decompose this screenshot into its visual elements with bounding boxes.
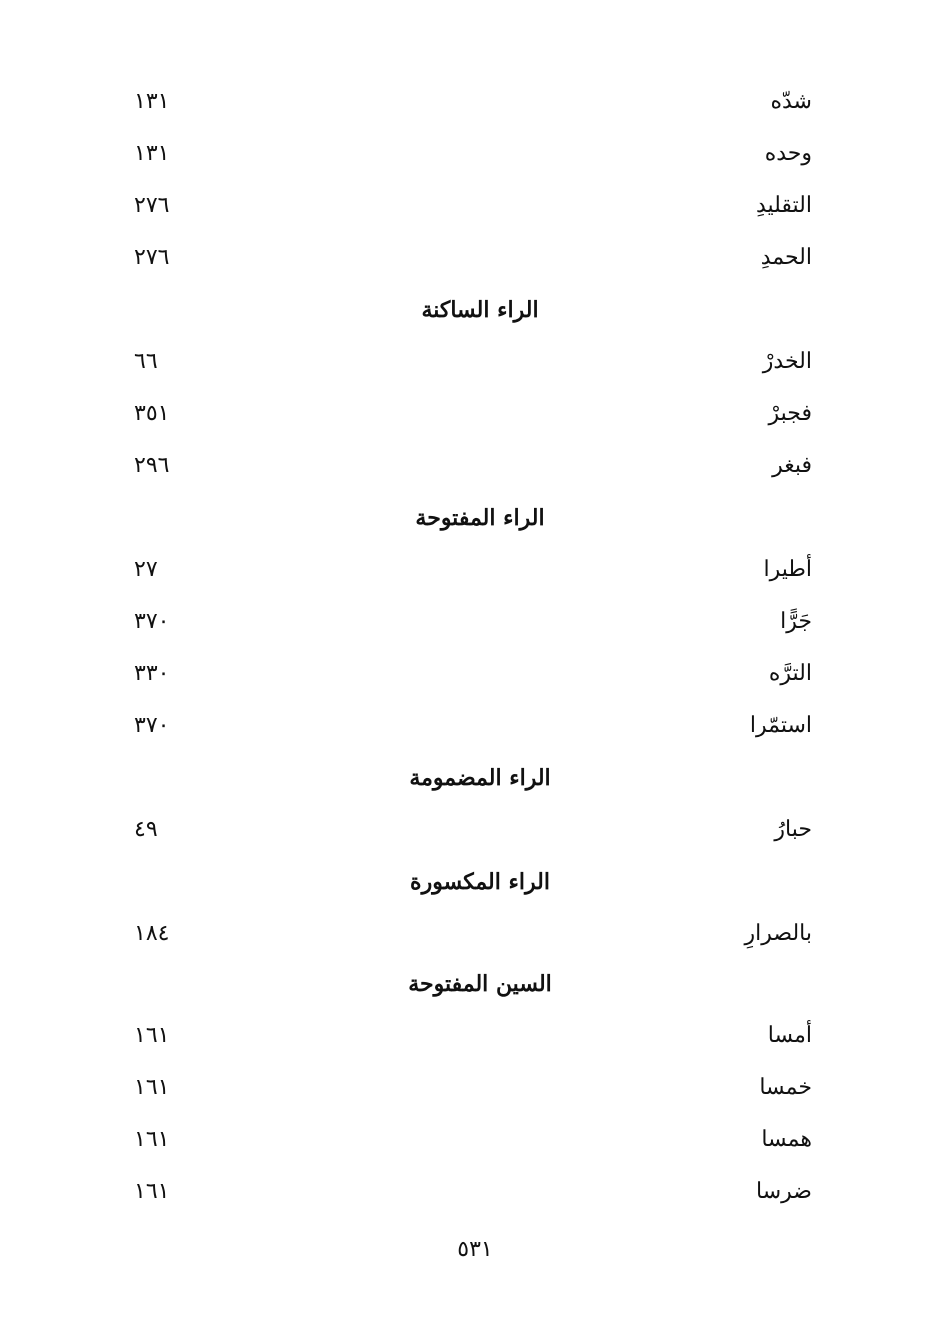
entry-page-number: ٣٧٠ <box>134 609 170 634</box>
entry-word: فجبرْ <box>768 401 812 426</box>
page-number: ٥٣١ <box>457 1237 493 1262</box>
entry-page-number: ٢٧٦ <box>134 245 170 270</box>
entry-page-number: ٣٧٠ <box>134 713 170 738</box>
entry-page-number: ٣٣٠ <box>134 661 170 686</box>
section-heading-label: السين المفتوحة <box>408 971 552 997</box>
entry-word: جَرًّا <box>780 609 812 634</box>
index-entry <box>120 446 820 486</box>
entry-page-number: ٢٧٦ <box>134 193 170 218</box>
index-entry <box>120 654 820 694</box>
entry-word: الحمدِ <box>760 245 812 270</box>
index-entry <box>120 1120 820 1160</box>
entry-page-number: ٢٩٦ <box>134 453 170 478</box>
index-entry <box>120 186 820 226</box>
section-heading <box>0 290 950 330</box>
index-entry <box>120 1016 820 1056</box>
index-entry <box>120 394 820 434</box>
section-heading <box>0 862 950 902</box>
section-heading-label: الراء المضمومة <box>409 765 551 791</box>
entry-page-number: ١٦١ <box>134 1127 170 1152</box>
entry-word: فبغر <box>772 453 812 478</box>
entry-page-number: ٤٩ <box>134 817 158 842</box>
entry-page-number: ٦٦ <box>134 349 158 374</box>
entry-page-number: ١٦١ <box>134 1075 170 1100</box>
index-entry <box>120 82 820 122</box>
section-heading <box>0 498 950 538</box>
entry-word: بالصرارِ <box>744 921 812 946</box>
index-entry <box>120 602 820 642</box>
entry-word: أمسا <box>767 1023 812 1048</box>
entry-word: الخدرْ <box>762 349 812 374</box>
index-entry <box>120 1172 820 1212</box>
index-entry <box>120 550 820 590</box>
entry-page-number: ٣٥١ <box>134 401 170 426</box>
index-entry <box>120 342 820 382</box>
section-heading-label: الراء المكسورة <box>410 869 550 895</box>
entry-word: الترَّه <box>768 661 812 686</box>
entry-word: همسا <box>761 1127 812 1152</box>
section-heading-label: الراء المفتوحة <box>415 505 545 531</box>
entry-word: التقليدِ <box>755 193 812 218</box>
entry-page-number: ١٨٤ <box>134 921 170 946</box>
entry-word: استمّرا <box>749 713 812 738</box>
section-heading-label: الراء الساكنة <box>421 297 539 323</box>
entry-page-number: ١٣١ <box>134 89 170 114</box>
index-entry <box>120 914 820 954</box>
entry-word: حبارُ <box>774 817 812 842</box>
index-entry <box>120 238 820 278</box>
entry-page-number: ١٦١ <box>134 1023 170 1048</box>
entry-page-number: ٢٧ <box>134 557 158 582</box>
entry-page-number: ١٦١ <box>134 1179 170 1204</box>
entry-word: أطيرا <box>763 557 812 582</box>
section-heading <box>0 758 950 798</box>
entry-word: شدّه <box>770 89 812 114</box>
index-entry <box>120 134 820 174</box>
entry-word: ضرسا <box>756 1179 812 1204</box>
index-entry <box>120 706 820 746</box>
section-heading <box>0 964 950 1004</box>
index-entry <box>120 1068 820 1108</box>
entry-word: خمسا <box>759 1075 812 1100</box>
entry-word: وحده <box>764 141 812 166</box>
entry-page-number: ١٣١ <box>134 141 170 166</box>
index-entry <box>120 810 820 850</box>
